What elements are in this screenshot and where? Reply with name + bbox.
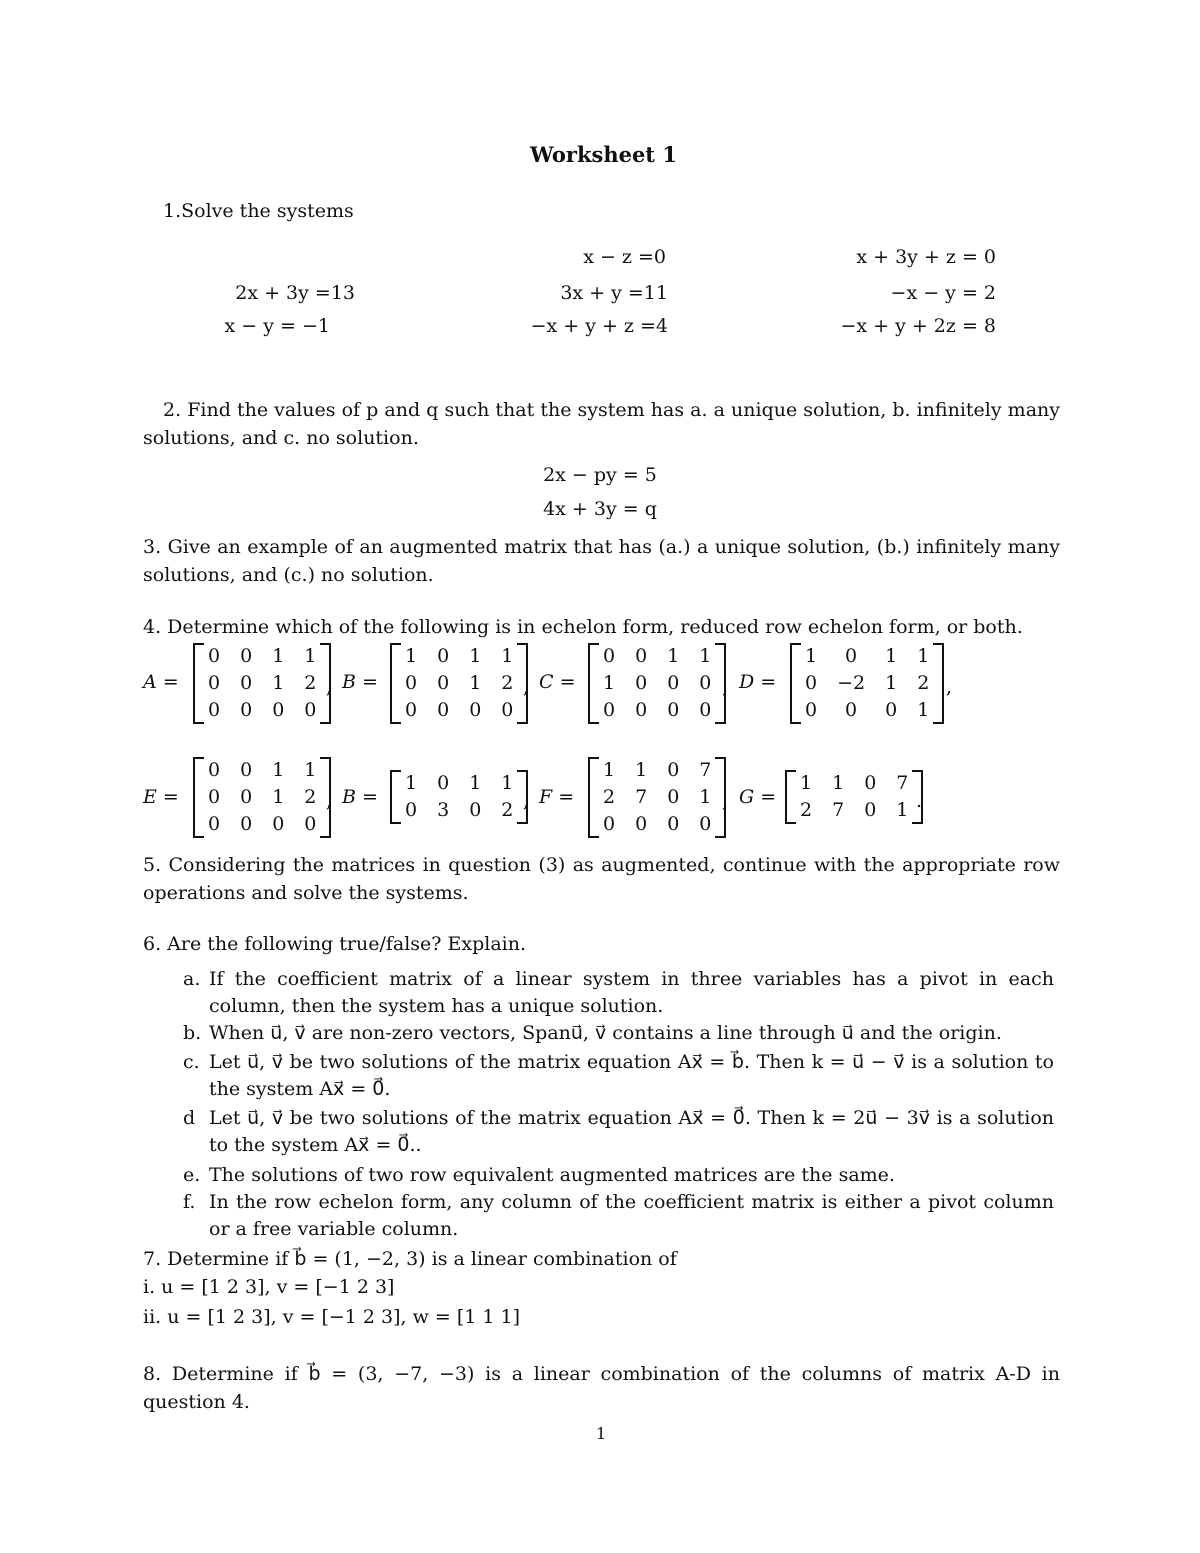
matrix-entry: 1	[405, 645, 418, 667]
matrix-entry: 0	[304, 699, 317, 721]
q7-part-ii: ii. u = [1 2 3], v = [−1 2 3], w = [1 1 1]	[143, 1306, 521, 1328]
q7-part-i: i. u = [1 2 3], v = [−1 2 3]	[143, 1276, 395, 1298]
q6-item-a-label: a.	[183, 968, 201, 990]
matrix-entry: 0	[240, 759, 253, 781]
matrix-entry: 1	[304, 759, 317, 781]
matrix-entry: 0	[603, 813, 616, 835]
matrix-b2-separator: ,	[523, 790, 530, 812]
matrix-entry: 1	[405, 772, 418, 794]
q1-sys-a-eq2: x − y = −1	[224, 315, 330, 337]
matrix-entry: 1	[885, 645, 898, 667]
q1-sys-b-eq2: 3x + y =11	[560, 282, 668, 304]
matrix-entry: 0	[635, 672, 648, 694]
matrix-entry: 0	[272, 813, 285, 835]
q6-item-b	[183, 1020, 1060, 1047]
matrix-a-label: A =	[143, 671, 179, 693]
matrix-entry: 2	[304, 786, 317, 808]
matrix-entry: 0	[805, 672, 818, 694]
q6-item-a-text: If the coefficient matrix of a linear system in three variables has a pivot in each column, then the system has a unique solution.	[209, 968, 1054, 1017]
matrix-g-label: G =	[739, 786, 777, 808]
matrix-entry: 0	[437, 772, 450, 794]
q7-prompt: 7. Determine if b⃗ = (1, −2, 3) is a linear combination of	[143, 1248, 677, 1270]
matrix-entry: 1	[469, 645, 482, 667]
matrix-entry: 2	[304, 672, 317, 694]
matrix-entry: 0	[208, 645, 221, 667]
matrix-entry: 0	[437, 699, 450, 721]
matrix-entry: 0	[240, 699, 253, 721]
q1-sys-b-eq1: x − z =0	[583, 246, 666, 268]
matrix-entry: 0	[240, 786, 253, 808]
q4-prompt: 4. Determine which of the following is in echelon form, reduced row echelon form, or both.	[143, 616, 1023, 638]
q6-item-a	[183, 966, 1060, 1020]
page-number: 1	[596, 1424, 607, 1443]
matrix-entry: 1	[917, 645, 930, 667]
matrix-entry: 0	[240, 813, 253, 835]
matrix-entry: 1	[501, 772, 514, 794]
matrix-entry: 2	[917, 672, 930, 694]
matrix-g-separator: .	[916, 790, 923, 812]
matrix-entry: 0	[699, 813, 712, 835]
matrix-entry: 1	[832, 772, 845, 794]
matrix-entry: 1	[699, 786, 712, 808]
q1-sys-c-eq3: −x + y + 2z = 8	[840, 315, 996, 337]
matrix-entry: 7	[832, 799, 845, 821]
q6-item-f-label: f.	[183, 1191, 196, 1213]
matrix-entry: 0	[635, 645, 648, 667]
matrix-entry: 0	[304, 813, 317, 835]
matrix-f-separator: ,	[722, 790, 729, 812]
q6-item-d-text: Let u⃗, v⃗ be two solutions of the matrix equation Ax⃗ = 0⃗. Then k = 2u⃗ − 3v⃗ is a solution to the system Ax⃗ = 0⃗..	[209, 1107, 1054, 1156]
q2-eq1: 2x − py = 5	[543, 464, 657, 486]
q6-prompt: 6. Are the following true/false? Explain.	[143, 933, 527, 955]
matrix-entry: 0	[208, 759, 221, 781]
q6-item-e	[183, 1162, 1060, 1189]
matrix-entry: 0	[405, 672, 418, 694]
matrix-entry: 0	[437, 645, 450, 667]
matrix-c-label: C =	[539, 671, 576, 693]
matrix-entry: 1	[603, 672, 616, 694]
matrix-entry: 1	[272, 759, 285, 781]
matrix-entry: 2	[800, 799, 813, 821]
matrix-entry: −2	[837, 672, 866, 694]
matrix-entry: 7	[896, 772, 909, 794]
matrix-d-separator: ,	[946, 676, 953, 698]
matrix-entry: 0	[667, 786, 680, 808]
matrix-entry: 0	[405, 699, 418, 721]
q6-item-b-label: b.	[183, 1022, 202, 1044]
matrix-e-separator: ,	[326, 790, 333, 812]
matrix-entry: 1	[667, 645, 680, 667]
matrix-entry: 0	[603, 699, 616, 721]
q3-prompt: 3. Give an example of an augmented matrix that has (a.) a unique solution, (b.) infinitely many solutions, and (c.) no solution.	[143, 536, 1060, 586]
matrix-entry: 1	[304, 645, 317, 667]
q1-sys-b-eq3: −x + y + z =4	[530, 315, 668, 337]
matrix-entry: 0	[845, 645, 858, 667]
matrix-a	[193, 643, 331, 724]
matrix-entry: 0	[208, 672, 221, 694]
matrix-entry: 0	[240, 672, 253, 694]
matrix-entry: 0	[272, 699, 285, 721]
matrix-entry: 0	[501, 699, 514, 721]
q1-sys-c-eq2: −x − y = 2	[890, 282, 996, 304]
q6-item-c	[183, 1049, 1060, 1103]
matrix-entry: 2	[501, 799, 514, 821]
page-title: Worksheet 1	[530, 142, 677, 167]
matrix-entry: 1	[896, 799, 909, 821]
matrix-entry: 1	[272, 645, 285, 667]
matrix-entry: 0	[437, 672, 450, 694]
matrix-entry: 1	[917, 699, 930, 721]
matrix-entry: 2	[501, 672, 514, 694]
q6-item-d-label: d	[183, 1107, 196, 1129]
matrix-entry: 0	[405, 799, 418, 821]
matrix-entry: 0	[208, 699, 221, 721]
matrix-entry: 0	[667, 672, 680, 694]
matrix-a-separator: ,	[326, 676, 333, 698]
matrix-entry: 1	[272, 786, 285, 808]
q6-item-f	[183, 1189, 1060, 1243]
matrix-entry: 0	[469, 699, 482, 721]
matrix-b	[390, 643, 528, 724]
q6-item-c-text: Let u⃗, v⃗ be two solutions of the matrix equation Ax⃗ = b⃗. Then k = u⃗ − v⃗ is a solution to the system Ax⃗ = 0⃗.	[209, 1051, 1054, 1100]
matrix-g	[785, 770, 923, 824]
matrix-entry: 1	[805, 645, 818, 667]
matrix-entry: 0	[845, 699, 858, 721]
matrix-entry: 7	[699, 759, 712, 781]
q5-prompt: 5. Considering the matrices in question (3) as augmented, continue with the appropriate row operations and solve the systems.	[143, 854, 1060, 904]
matrix-entry: 7	[635, 786, 648, 808]
q6-item-e-text: The solutions of two row equivalent augmented matrices are the same.	[209, 1164, 895, 1186]
matrix-entry: 0	[635, 699, 648, 721]
q6-item-c-label: c.	[183, 1051, 200, 1073]
matrix-entry: 1	[800, 772, 813, 794]
matrix-entry: 1	[885, 672, 898, 694]
matrix-entry: 1	[603, 759, 616, 781]
matrix-entry: 3	[437, 799, 450, 821]
matrix-entry: 1	[635, 759, 648, 781]
matrix-e	[193, 757, 331, 838]
matrix-entry: 2	[603, 786, 616, 808]
matrix-entry: 1	[469, 672, 482, 694]
matrix-entry: 0	[208, 813, 221, 835]
q2-prompt: 2. Find the values of p and q such that the system has a. a unique solution, b. infinitely many solutions, and c. no solution.	[143, 399, 1060, 449]
matrix-b-label: B =	[342, 671, 378, 693]
matrix-b-separator: ,	[523, 676, 530, 698]
matrix-entry: 1	[699, 645, 712, 667]
matrix-entry: 0	[864, 772, 877, 794]
matrix-e-label: E =	[143, 786, 179, 808]
q8-prompt: 8. Determine if b⃗ = (3, −7, −3) is a linear combination of the columns of matrix A-D in question 4.	[143, 1363, 1060, 1413]
q6-item-d	[183, 1105, 1060, 1159]
matrix-entry: 0	[635, 813, 648, 835]
matrix-entry: 0	[208, 786, 221, 808]
matrix-entry: 0	[603, 645, 616, 667]
q1-prompt: 1.Solve the systems	[163, 200, 354, 222]
matrix-entry: 0	[667, 759, 680, 781]
q6-item-b-text: When u⃗, v⃗ are non-zero vectors, Spanu⃗, v⃗ contains a line through u⃗ and the origin.	[209, 1022, 1002, 1044]
matrix-entry: 0	[699, 672, 712, 694]
q2-eq2: 4x + 3y = q	[543, 498, 657, 520]
matrix-entry: 0	[699, 699, 712, 721]
matrix-entry: 0	[864, 799, 877, 821]
matrix-entry: 0	[240, 645, 253, 667]
matrix-b2	[390, 770, 528, 824]
matrix-f-label: F =	[539, 786, 575, 808]
q6-item-e-label: e.	[183, 1164, 201, 1186]
matrix-entry: 0	[469, 799, 482, 821]
matrix-c-separator: ,	[722, 676, 729, 698]
matrix-entry: 0	[667, 813, 680, 835]
q1-sys-a-eq1: 2x + 3y =13	[235, 282, 355, 304]
matrix-c	[588, 643, 729, 724]
q6-item-f-text: In the row echelon form, any column of the coefficient matrix is either a pivot column or a free variable column.	[209, 1191, 1054, 1240]
matrix-entry: 1	[469, 772, 482, 794]
matrix-b2-label: B =	[342, 786, 378, 808]
matrix-entry: 0	[667, 699, 680, 721]
q1-sys-c-eq1: x + 3y + z = 0	[856, 246, 996, 268]
matrix-entry: 1	[501, 645, 514, 667]
matrix-d-label: D =	[739, 671, 777, 693]
matrix-d	[790, 643, 944, 724]
matrix-f	[588, 757, 729, 838]
matrix-entry: 0	[805, 699, 818, 721]
matrix-entry: 1	[272, 672, 285, 694]
matrix-entry: 0	[885, 699, 898, 721]
